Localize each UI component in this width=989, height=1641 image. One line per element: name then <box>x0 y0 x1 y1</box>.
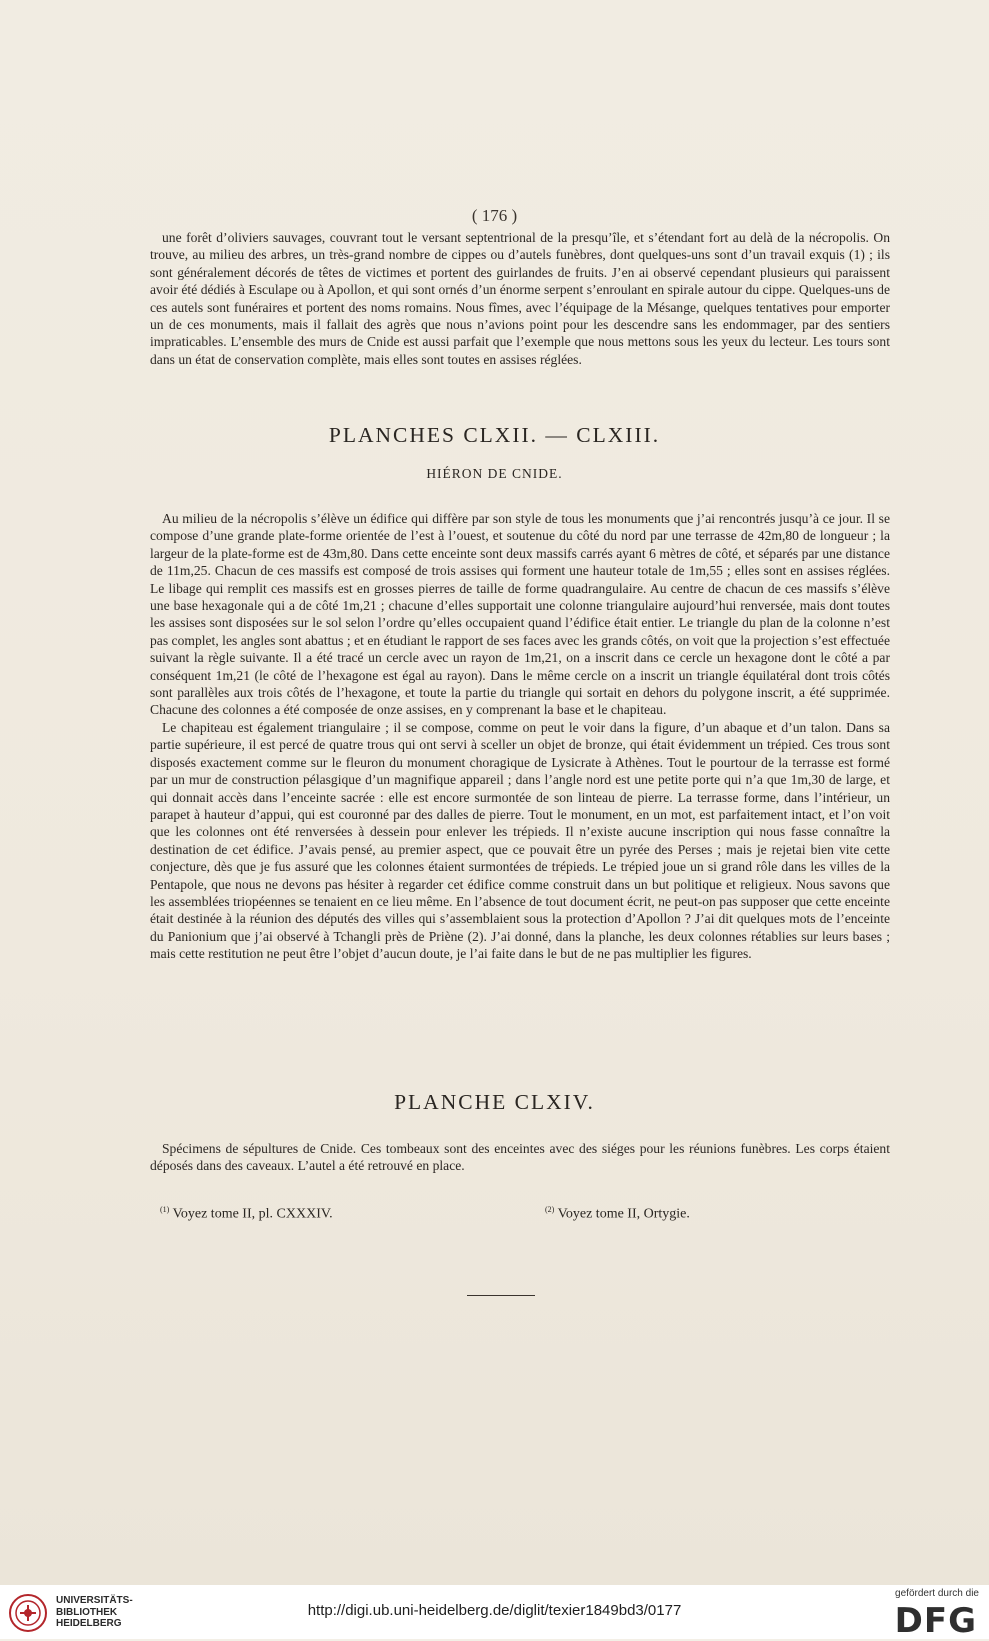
footnote-marker: (2) <box>545 1205 555 1214</box>
footnote-1 <box>160 1205 333 1223</box>
section-subtitle: HIÉRON DE CNIDE. <box>426 466 563 481</box>
library-line: UNIVERSITÄTS- <box>56 1595 133 1606</box>
library-line: HEIDELBERG <box>56 1618 122 1629</box>
library-line: BIBLIOTHEK <box>56 1606 118 1618</box>
section2-body <box>150 1140 890 1175</box>
paragraph: Au milieu de la nécropolis s’élève un édifice qui diffère par son style de tous les monuments que j’ai rencontrés jusqu’à ce jour. Il se compose d’une grande plate-forme orientée de l’est à l’ouest, et soutenue du côté du nord par une terrasse de 42m,80 de longueur ; la largeur de la plate-forme est de 43m,80. Dans cette enceinte sont deux massifs carrés ayant 6 mètres de côté, et séparés par une distance de 11m,25. Chacun de ces massifs est composé de trois assises qui forment une hauteur totale de 1m,55 ; elles sont en assises réglées. Le libage qui remplit ces massifs est en grosses pierres de taille de forme quadrangulaire. Au centre de chacun de ces massifs s’élève une base hexagonale qui a de côté 1m,21 ; chacune d’elles supportait une colonne triangulaire aujourd’hui renversée, mais dont toutes les assises sont disposées sur le sol selon l’ordre qu’elles occupaient quand l’édifice était entier. Le triangle du plan de la colonne n’est pas complet, les angles sont abattus ; et en étudiant le rapport de ses faces avec les grands côtés, on voit que la projection s’est effectuée suivant la règle suivante. Il a été tracé un cercle avec un rayon de 1m,21, on a inscrit dans ce cercle un hexagone dont le côté a par conséquent 1m,21 (le côté de l’hexagone est égal au rayon). Dans le même cercle on a inscrit un triangle équilatéral dont trois côtés sont parallèles aux trois côtés de l’hexagone, et toute la partie du triangle qui sortait en dehors du polygone inscrit, a été supprimée. Chacune des colonnes a été composée de onze assises, en y comprenant la base et le chapiteau. <box>150 511 890 718</box>
paragraph: Le chapiteau est également triangulaire ; il se compose, comme on peut le voir dans la figure, d’un abaque et d’un talon. Dans sa partie supérieure, il est percé de quatre trous qui ont servi à sceller un objet de bronze, qui était évidemment un trépied. Ces trous sont disposés exactement comme sur le fleuron du monument choragique de Lysicrate à Athènes. Tout le pourtour de la terrasse est formé par un mur de construction pélasgique d’un magnifique appareil ; dans l’angle nord est une petite porte qui n’a que 1m,30 de large, et qui donnait accès dans l’enceinte sacrée : elle est encore surmontée de son linteau de pierre. La terrasse forme, dans l’intérieur, un parapet à hauteur d’appui, qui est couronné par des dalles de pierre. Tout le monument, en un mot, est parfaitement intact, et l’on voit que les colonnes ont été renversées à dessein pour enlever les trépieds. Il n’existe aucune inscription qui nous fasse connaître la destination de cet édifice. J’avais pensé, au premier aspect, que ce pouvait être un pyrée des Perses ; mais je rejetai bien vite cette conjecture, dès que je fus assuré que les colonnes étaient surmontées de trépieds. Le trépied joue un si grand rôle dans les villes de la Pentapole, que nous ne devons pas hésiter à regarder cet édifice comme construit dans un but politique et religieux. Nous savons que les assemblées triopéennes se tenaient en ce lieu même. En l’absence de tout document écrit, ne peut-on pas supposer que cette enceinte était destinée à la réunion des députés des villes qui s’assemblaient sous la protection d’Apollon ? J’ai dit quelques mots de l’enceinte du Panionium que j’ai observé à Tchangli près de Priène (2). J’ai donné, dans la planche, les deux colonnes rétablies sur leurs bases ; mais cette restitution ne peut être l’objet d’aucun doute, je l’ai faite dans le but de ne pas multiplier les figures. <box>150 719 890 962</box>
footnote-text: Voyez tome II, pl. CXXXIV. <box>172 1206 333 1222</box>
footnote-text: Voyez tome II, Ortygie. <box>557 1206 690 1222</box>
footnotes <box>160 1205 920 1225</box>
funded-by-label: gefördert durch die <box>895 1588 979 1599</box>
page-number: ( 176 ) <box>471 206 518 225</box>
footnote-2 <box>545 1205 690 1223</box>
end-rule <box>467 1295 535 1296</box>
footer-bar <box>0 1585 989 1639</box>
section-title-planches: PLANCHES CLXII. — CLXIII. <box>328 423 661 447</box>
paragraph: Spécimens de sépultures de Cnide. Ces tombeaux sont des enceintes avec des siéges pour les réunions funèbres. Les corps étaient déposés dans des caveaux. L’autel a été retrouvé en place. <box>150 1141 890 1174</box>
dfg-logo: DFG <box>894 1601 977 1641</box>
paragraph: une forêt d’oliviers sauvages, couvrant tout le versant septentrional de la presqu’île, et s’étendant fort au delà de la nécropolis. On trouve, au milieu des arbres, un très-grand nombre de cippes ou d’autels funèbres, dont quelques-uns sont d’un travail exquis (1) ; ils sont généralement décorés de têtes de victimes et portent des guirlandes de fruits. J’en ai observé cependant plusieurs qui paraissent avoir été dédiés à Esculape ou à Apollon, et qui sont ornés d’un énorme serpent s’enroulant en spirale autour du cippe. Quelques-uns de ces autels sont funéraires et portent des noms romains. Nous fîmes, avec l’équipage de la Mésange, quelques tentatives pour emporter un de ces monuments, mais il fallait des agrès que nous n’avions point pour les descendre sans les endommager, par des sentiers impraticables. L’ensemble des murs de Cnide est aussi parfait que l’exemple que nous mettons sous les yeux du lecteur. Les tours sont dans un état de conservation complète, mais elles sont toutes en assises réglées. <box>150 230 890 367</box>
source-url-link[interactable]: http://digi.ub.uni-heidelberg.de/diglit/texier1849bd3/0177 <box>307 1602 682 1619</box>
section-title-planche: PLANCHE CLXIV. <box>394 1090 595 1114</box>
section1-body <box>150 510 890 963</box>
footnote-marker: (1) <box>160 1205 170 1214</box>
intro-paragraph <box>150 229 890 368</box>
